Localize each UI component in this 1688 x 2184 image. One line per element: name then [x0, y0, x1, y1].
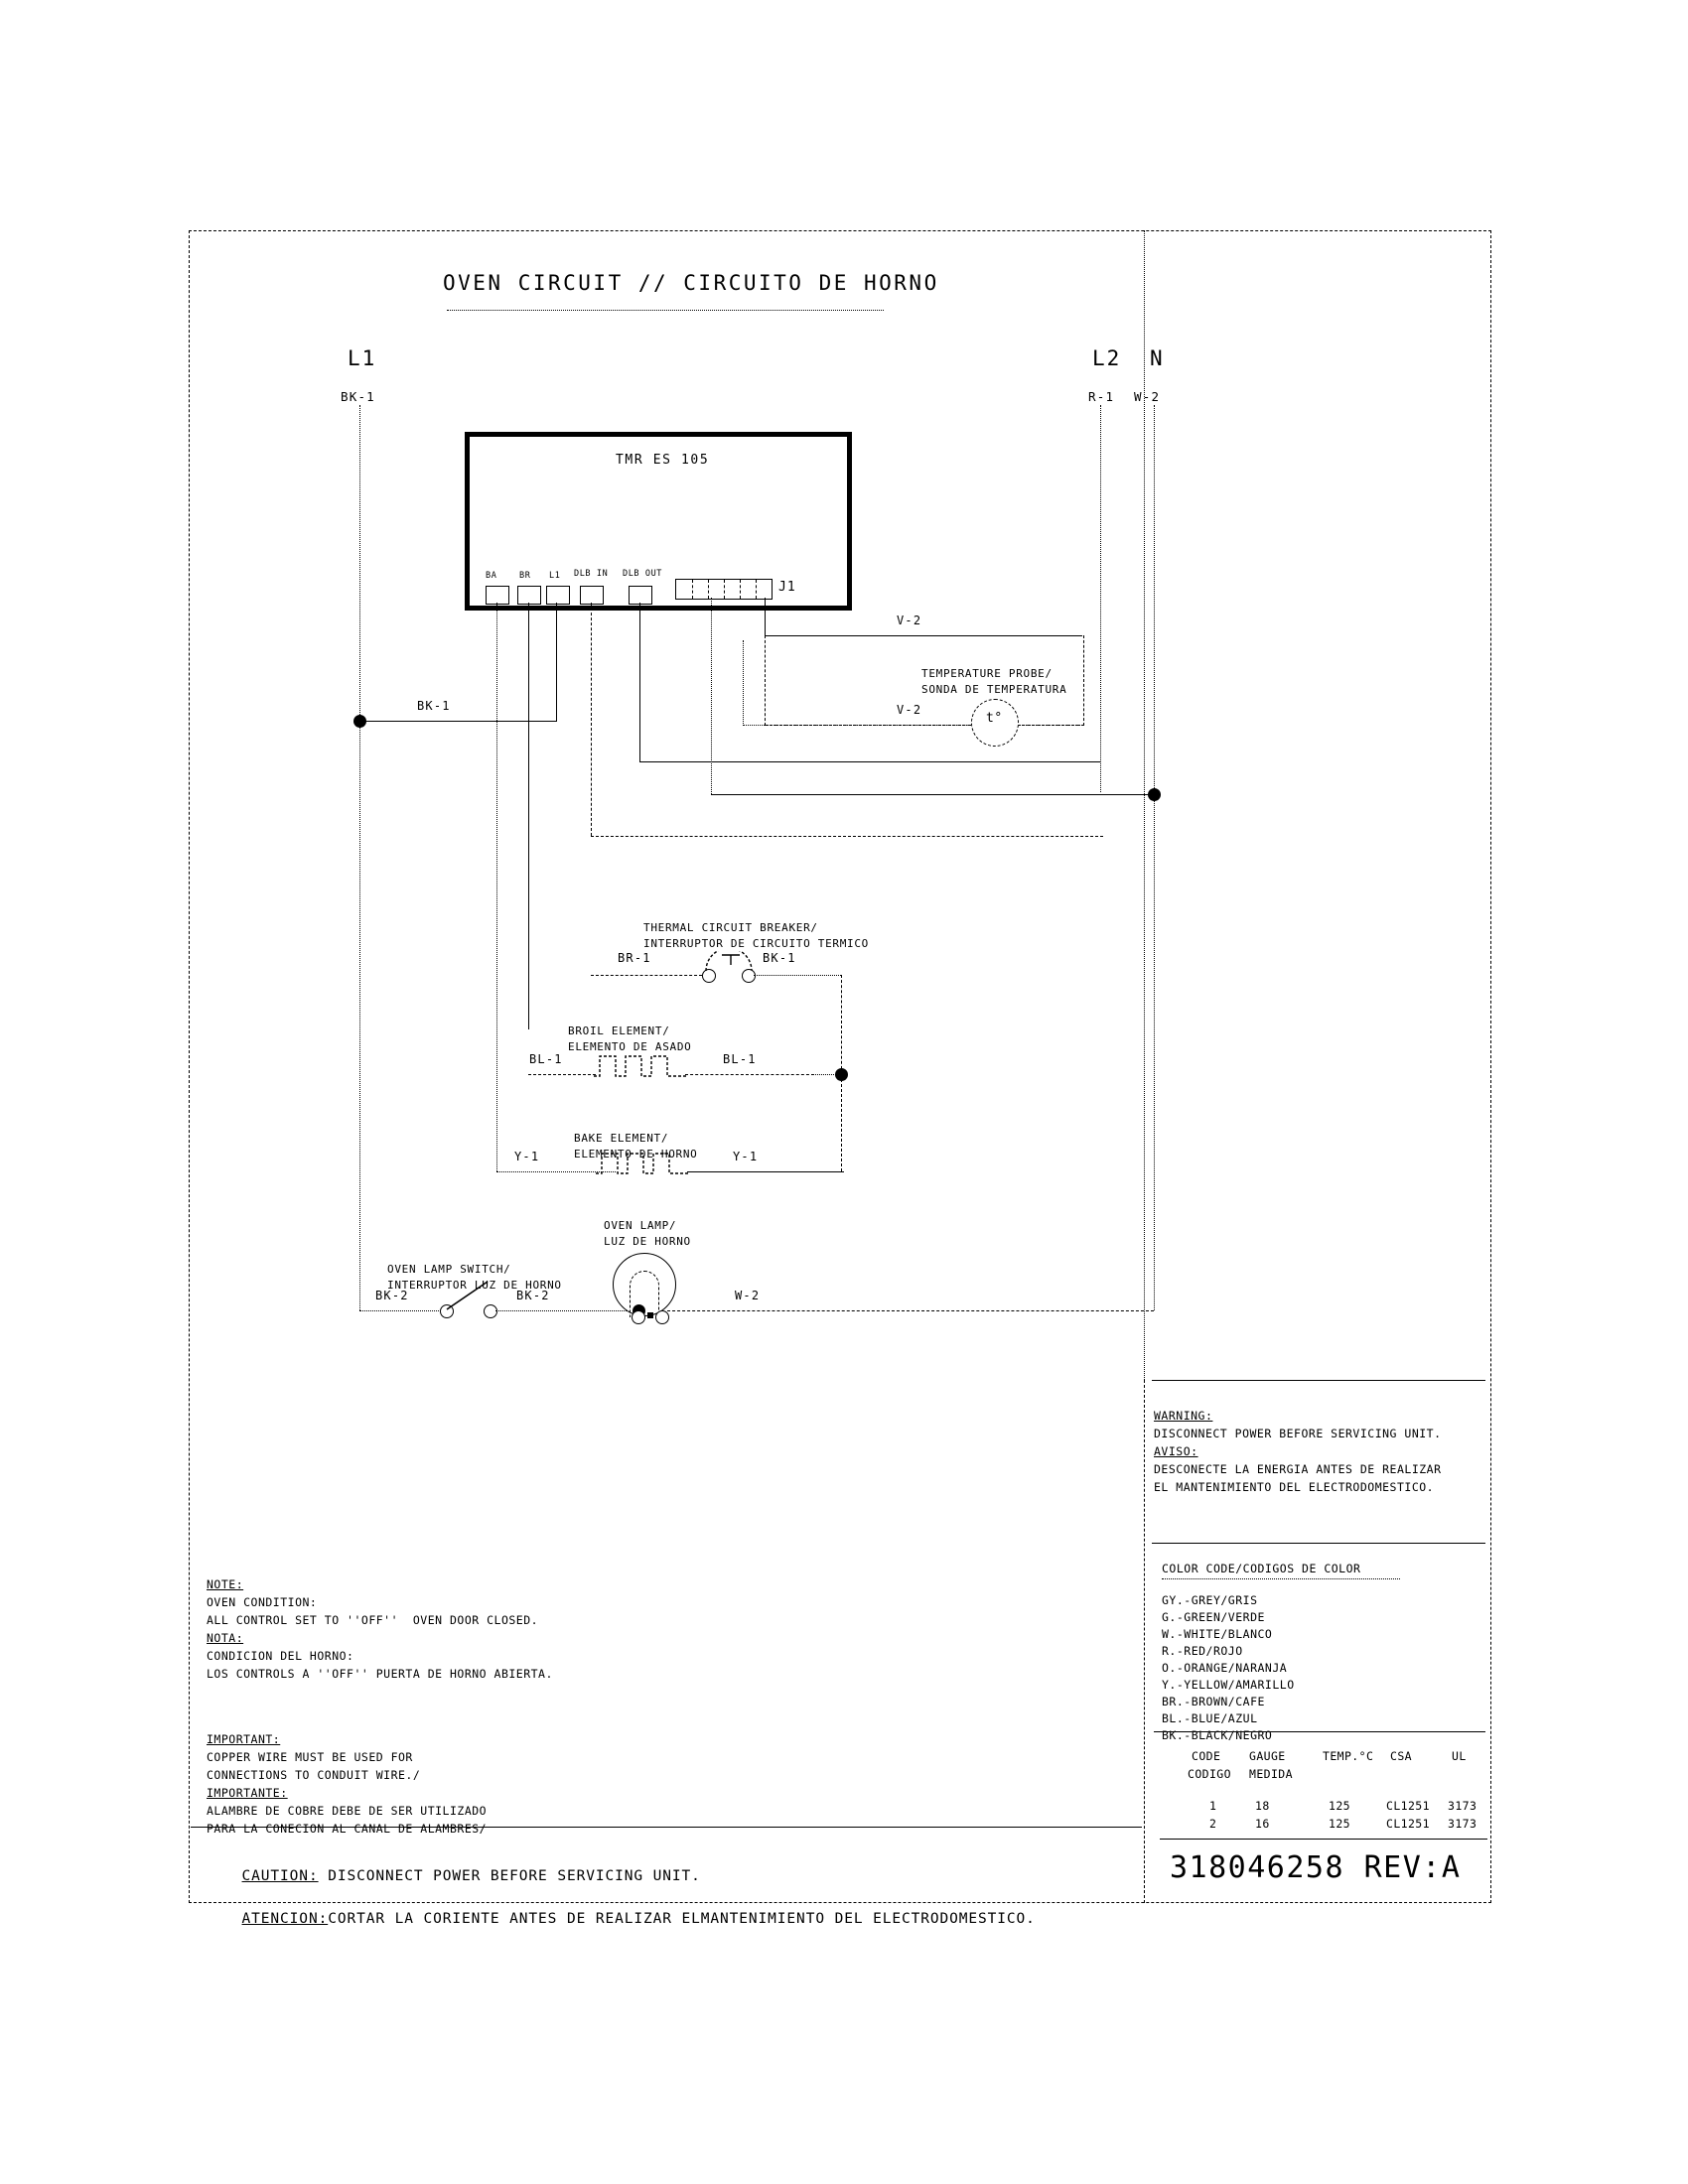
l1-branch-wire	[359, 721, 556, 722]
dlb-out-to-l2	[639, 761, 1100, 762]
broil-label-right: BL-1	[723, 1052, 757, 1066]
color-code-item-8: BK.-BLACK/NEGRO	[1162, 1728, 1273, 1742]
thermal-breaker-title-en: THERMAL CIRCUIT BREAKER/	[643, 921, 818, 934]
lamp-switch-contact	[484, 1304, 497, 1318]
broil-element-title-en: BROIL ELEMENT/	[568, 1024, 670, 1037]
terminal-l1[interactable]	[546, 586, 570, 605]
j1-to-probe-wire	[765, 598, 766, 635]
gauge-header-csa: CSA	[1390, 1749, 1412, 1763]
oven-lamp-title-en: OVEN LAMP/	[604, 1219, 677, 1232]
broil-wire-left	[528, 1074, 596, 1075]
thermal-breaker-title-es: INTERRUPTOR DE CIRCUITO TERMICO	[643, 937, 869, 950]
lamp-switch-label-right: BK-2	[516, 1289, 550, 1302]
gauge-row0-gauge: 18	[1255, 1799, 1270, 1813]
warning-line-es-1: DESCONECTE LA ENERGIA ANTES DE REALIZAR	[1154, 1462, 1442, 1476]
rail-label-l1: L1	[348, 346, 377, 370]
l1-branch-riser	[556, 603, 557, 722]
bake-label-left: Y-1	[514, 1150, 540, 1163]
breaker-right-drop	[841, 975, 842, 1074]
rail-line-l2	[1100, 405, 1101, 792]
lamp-wire-neutral	[667, 1310, 1154, 1311]
terminal-br[interactable]	[517, 586, 541, 605]
gauge-header-code: CODE	[1192, 1749, 1221, 1763]
breaker-label-right: BK-1	[763, 951, 796, 965]
junction-node-n	[1148, 788, 1161, 801]
color-code-item-5: Y.-YELLOW/AMARILLO	[1162, 1678, 1295, 1692]
note-line-en-2: ALL CONTROL SET TO ''OFF'' OVEN DOOR CLOSED.	[207, 1613, 539, 1627]
terminal-dlb-out[interactable]	[629, 586, 652, 605]
warning-line-es-2: EL MANTENIMIENTO DEL ELECTRODOMESTICO.	[1154, 1480, 1435, 1494]
probe-top-wire	[765, 635, 1082, 636]
important-line-en-1: COPPER WIRE MUST BE USED FOR	[207, 1750, 413, 1764]
broil-element-title-es: ELEMENTO DE ASADO	[568, 1040, 692, 1053]
terminal-label-br: BR	[519, 571, 531, 581]
important-line-es-2: PARA LA CONECION AL CANAL DE ALAMBRES/	[207, 1822, 488, 1836]
terminal-label-dlb-in: DLB IN	[574, 569, 609, 579]
caution-heading-en: CAUTION:	[241, 1867, 319, 1884]
schematic-right-edge	[1144, 230, 1145, 1380]
color-code-item-6: BR.-BROWN/CAFE	[1162, 1695, 1265, 1708]
control-module-label: TMR ES 105	[616, 453, 710, 468]
bake-element-resistor	[596, 1148, 689, 1175]
probe-bottom-wire-left	[743, 725, 971, 726]
gauge-header-temp: TEMP.°C	[1323, 1749, 1374, 1763]
terminal-dlb-in[interactable]	[580, 586, 604, 605]
gauge-header-gauge: GAUGE	[1249, 1749, 1286, 1763]
caution-block	[204, 1844, 1036, 1953]
gauge-row0-temp: 125	[1329, 1799, 1350, 1813]
rail-wire-l1: BK-1	[341, 389, 375, 404]
broil-label-left: BL-1	[529, 1052, 563, 1066]
dlb-in-drop	[591, 603, 592, 836]
bake-wire-right	[687, 1171, 844, 1172]
lamp-label-right: W-2	[735, 1289, 761, 1302]
part-number: 318046258 REV:A	[1170, 1850, 1462, 1885]
lamp-switch-label-left: BK-2	[375, 1289, 409, 1302]
important-line-en-2: CONNECTIONS TO CONDUIT WIRE./	[207, 1768, 421, 1782]
terminal-label-dlb-out: DLB OUT	[623, 569, 663, 579]
ba-terminal-drop	[496, 603, 497, 1171]
bake-label-right: Y-1	[733, 1150, 759, 1163]
terminal-label-ba: BA	[486, 571, 497, 581]
important-heading-en: IMPORTANT:	[207, 1732, 281, 1746]
color-code-item-4: O.-ORANGE/NARANJA	[1162, 1661, 1288, 1675]
bake-element-title-es: ELEMENTO DE HORNO	[574, 1148, 698, 1160]
breaker-contact-right	[742, 969, 756, 983]
l1-branch-label: BK-1	[417, 699, 451, 713]
gauge-row1-ul: 3173	[1448, 1817, 1477, 1831]
dlb-in-to-l2	[591, 836, 1103, 837]
broil-wire-right	[685, 1074, 814, 1075]
terminal-label-l1: L1	[549, 571, 561, 581]
warning-heading-es: AVISO:	[1154, 1444, 1198, 1458]
panel-rule-colorcode	[1152, 1543, 1485, 1544]
lamp-base	[647, 1312, 653, 1318]
caution-heading-es: ATENCION:	[241, 1911, 329, 1928]
color-code-item-1: G.-GREEN/VERDE	[1162, 1610, 1265, 1624]
lamp-contact-left	[632, 1310, 645, 1324]
gauge-header-codigo: CODIGO	[1188, 1767, 1231, 1781]
connector-j1[interactable]	[675, 579, 773, 600]
note-heading-en: NOTE:	[207, 1577, 244, 1591]
breaker-label-left: BR-1	[618, 951, 651, 965]
oven-lamp-switch-title-es: INTERRUPTOR LUZ DE HORNO	[387, 1279, 562, 1292]
lamp-switch-wire-right	[495, 1310, 638, 1311]
warning-heading-en: WARNING:	[1154, 1409, 1213, 1423]
bake-element-title-en: BAKE ELEMENT/	[574, 1132, 669, 1145]
j1-pin-drop-a	[711, 598, 712, 794]
probe-wire-top-label: V-2	[897, 614, 922, 627]
gauge-row1-code: 2	[1209, 1817, 1217, 1831]
warning-line-en: DISCONNECT POWER BEFORE SERVICING UNIT.	[1154, 1427, 1442, 1440]
rail-line-l1	[359, 405, 360, 1310]
oven-lamp-switch-title-en: OVEN LAMP SWITCH/	[387, 1263, 511, 1276]
color-code-item-2: W.-WHITE/BLANCO	[1162, 1627, 1273, 1641]
breaker-wire-right	[754, 975, 841, 976]
note-line-es-2: LOS CONTROLS A ''OFF'' PUERTA DE HORNO ABIERTA.	[207, 1667, 553, 1681]
color-code-underline	[1162, 1578, 1400, 1579]
breaker-wire-left	[591, 975, 702, 976]
color-code-item-7: BL.-BLUE/AZUL	[1162, 1711, 1258, 1725]
color-code-heading: COLOR CODE/CODIGOS DE COLOR	[1162, 1562, 1361, 1575]
gauge-header-medida: MEDIDA	[1249, 1767, 1293, 1781]
gauge-row0-csa: CL1251	[1386, 1799, 1430, 1813]
broil-element-resistor	[594, 1050, 687, 1078]
rail-wire-l2: R-1	[1088, 389, 1115, 404]
neutral-tie-wire	[711, 794, 1150, 795]
caution-text-es: CORTAR LA CORIENTE ANTES DE REALIZAR ELMANTENIMIENTO DEL ELECTRODOMESTICO.	[328, 1911, 1036, 1928]
panel-rule-table	[1154, 1731, 1485, 1732]
important-heading-es: IMPORTANTE:	[207, 1786, 288, 1800]
color-code-item-0: GY.-GREY/GRIS	[1162, 1593, 1258, 1607]
temperature-probe-title-en: TEMPERATURE PROBE/	[921, 667, 1053, 680]
note-line-en-1: OVEN CONDITION:	[207, 1595, 318, 1609]
caution-rule	[191, 1827, 1142, 1828]
color-code-item-3: R.-RED/ROJO	[1162, 1644, 1243, 1658]
note-line-es-1: CONDICION DEL HORNO:	[207, 1649, 354, 1663]
gauge-row1-csa: CL1251	[1386, 1817, 1430, 1831]
gauge-header-ul: UL	[1452, 1749, 1467, 1763]
page-title: OVEN CIRCUIT // CIRCUITO DE HORNO	[443, 271, 939, 295]
rail-label-l2: L2	[1092, 346, 1122, 370]
bake-right-riser	[841, 1074, 842, 1171]
lamp-contact-right	[655, 1310, 669, 1324]
title-underline	[447, 310, 884, 311]
rail-line-n	[1154, 405, 1155, 1310]
gauge-row0-code: 1	[1209, 1799, 1217, 1813]
temperature-probe-title-es: SONDA DE TEMPERATURA	[921, 683, 1067, 696]
lamp-switch-wire-left	[359, 1310, 445, 1311]
partno-rule	[1160, 1839, 1487, 1840]
terminal-ba[interactable]	[486, 586, 509, 605]
connector-j1-label: J1	[778, 580, 796, 595]
caution-text-en: DISCONNECT POWER BEFORE SERVICING UNIT.	[318, 1867, 701, 1884]
dlb-out-drop	[639, 603, 640, 761]
gauge-row1-gauge: 16	[1255, 1817, 1270, 1831]
br-terminal-drop	[528, 603, 529, 1029]
probe-wire-bottom-label: V-2	[897, 703, 922, 717]
probe-left-riser	[743, 640, 744, 726]
rail-wire-n: W-2	[1134, 389, 1161, 404]
gauge-row1-temp: 125	[1329, 1817, 1350, 1831]
important-line-es-1: ALAMBRE DE COBRE DEBE DE SER UTILIZADO	[207, 1804, 488, 1818]
gauge-row0-ul: 3173	[1448, 1799, 1477, 1813]
oven-lamp-title-es: LUZ DE HORNO	[604, 1235, 691, 1248]
note-heading-es: NOTA:	[207, 1631, 244, 1645]
rail-label-n: N	[1150, 346, 1165, 370]
panel-rule-top	[1152, 1380, 1485, 1381]
probe-bottom-wire-right	[1017, 725, 1082, 726]
temperature-probe-glyph: t°	[986, 711, 1003, 726]
